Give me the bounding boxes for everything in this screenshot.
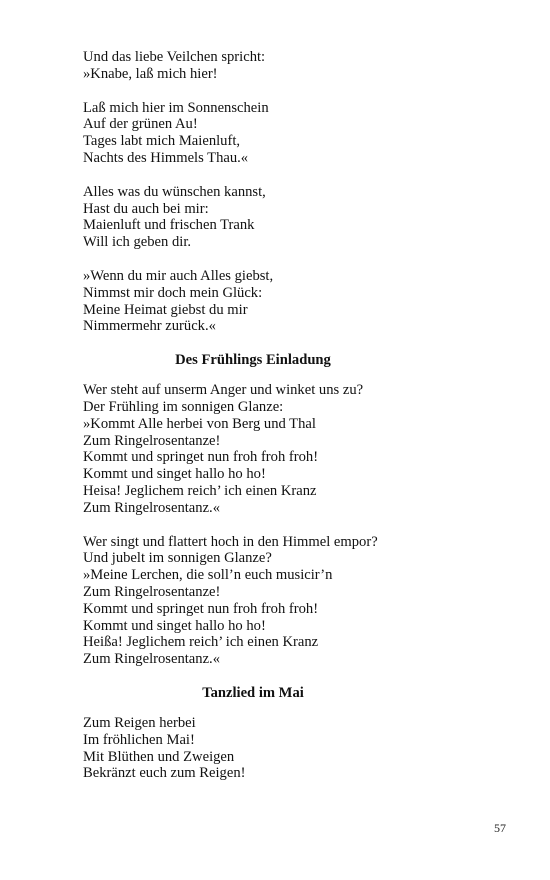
- verse-line: Kommt und springet nun froh froh froh!: [83, 449, 319, 466]
- verse-line: Hast du auch bei mir:: [83, 200, 209, 217]
- stanza: [83, 534, 423, 668]
- verse-line: Zum Ringelrosentanze!: [83, 432, 221, 449]
- verse-line: Kommt und springet nun froh froh froh!: [83, 600, 319, 617]
- verse-line: Heißa! Jeglichem reich’ ich einen Kranz: [83, 634, 319, 651]
- verse-line: Und das liebe Veilchen spricht:: [83, 49, 266, 65]
- page-number: 57: [494, 821, 506, 835]
- stanza: [83, 268, 423, 335]
- page-body: [83, 49, 423, 799]
- verse-line: »Meine Lerchen, die soll’n euch musicir’n: [83, 567, 333, 584]
- stanza: [83, 382, 423, 516]
- poem-title: Des Frühlings Einladung: [175, 352, 331, 369]
- verse-line: Nimmermehr zurück.«: [83, 318, 216, 335]
- poem-title: Tanzlied im Mai: [202, 684, 304, 701]
- poem-fruehlings-einladung: [83, 352, 423, 668]
- verse-line: Tages labt mich Maienluft,: [83, 133, 241, 150]
- verse-line: Wer steht auf unserm Anger und winket uns zu?: [83, 382, 364, 399]
- verse-line: Mit Blüthen und Zweigen: [83, 748, 235, 765]
- verse-line: Und jubelt im sonnigen Glanze?: [83, 550, 272, 567]
- stanza: [83, 100, 423, 167]
- verse-line: Der Frühling im sonnigen Glanze:: [83, 398, 284, 415]
- verse-line: Kommt und singet hallo ho ho!: [83, 466, 266, 483]
- verse-line: »Knabe, laß mich hier!: [83, 65, 218, 82]
- verse-line: »Kommt Alle herbei von Berg und Thal: [83, 415, 316, 432]
- verse-line: »Wenn du mir auch Alles giebst,: [83, 267, 274, 284]
- verse-line: Bekränzt euch zum Reigen!: [83, 765, 246, 782]
- stanza: [83, 184, 423, 251]
- verse-line: Zum Ringelrosentanz.«: [83, 499, 220, 516]
- verse-line: Will ich geben dir.: [83, 234, 192, 251]
- verse-line: Auf der grünen Au!: [83, 116, 198, 133]
- verse-line: Im fröhlichen Mai!: [83, 731, 195, 748]
- verse-line: Maienluft und frischen Trank: [83, 217, 255, 234]
- verse-line: Alles was du wünschen kannst,: [83, 183, 266, 200]
- verse-line: Nimmst mir doch mein Glück:: [83, 284, 263, 301]
- verse-line: Zum Ringelrosentanze!: [83, 583, 221, 600]
- poem-continuation: [83, 49, 423, 335]
- verse-line: Meine Heimat giebst du mir: [83, 301, 248, 318]
- poem-tanzlied-im-mai: [83, 685, 423, 782]
- verse-line: Zum Ringelrosentanz.«: [83, 651, 220, 668]
- verse-line: Heisa! Jeglichem reich’ ich einen Kranz: [83, 482, 317, 499]
- stanza: [83, 49, 423, 83]
- verse-line: Kommt und singet hallo ho ho!: [83, 617, 266, 634]
- stanza: [83, 715, 423, 782]
- verse-line: Zum Reigen herbei: [83, 714, 196, 731]
- verse-line: Laß mich hier im Sonnenschein: [83, 99, 269, 116]
- verse-line: Wer singt und flattert hoch in den Himmel empor?: [83, 533, 378, 550]
- verse-line: Nachts des Himmels Thau.«: [83, 149, 249, 166]
